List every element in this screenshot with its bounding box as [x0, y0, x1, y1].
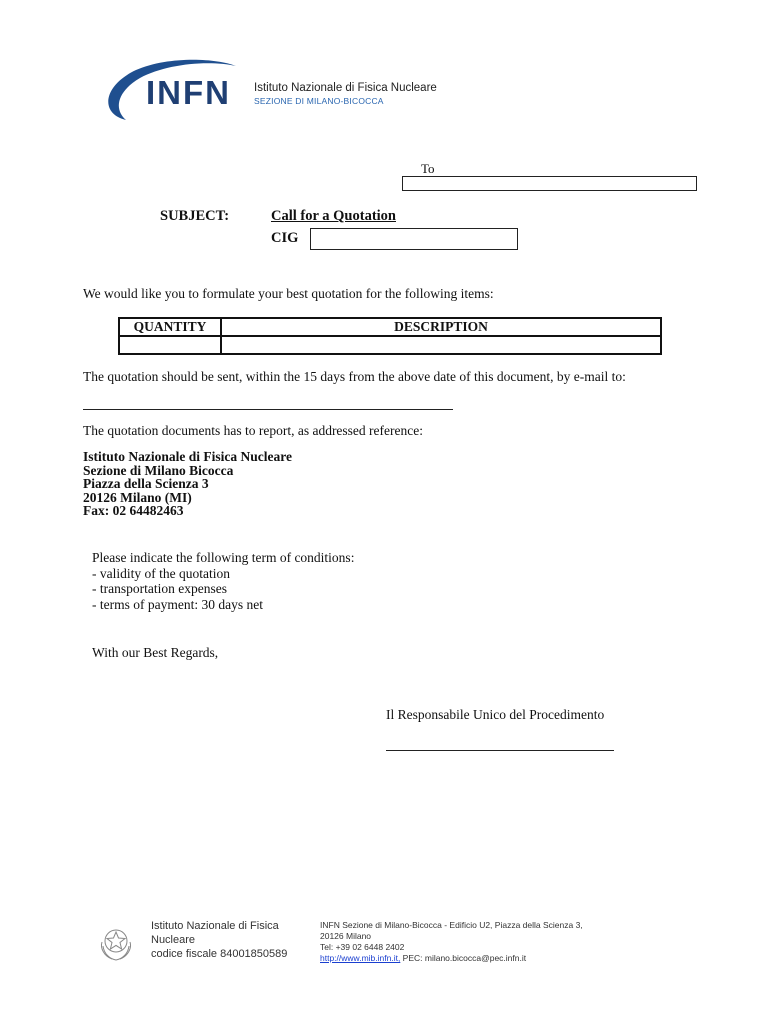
items-table — [118, 317, 662, 355]
address-line: Fax: 02 64482463 — [83, 503, 184, 518]
cig-label: CIG — [271, 230, 299, 246]
footer-left-line: Istituto Nazionale di Fisica — [151, 920, 279, 932]
footer-web-line — [320, 953, 583, 964]
footer-address-line: 20126 Milano — [320, 931, 372, 941]
description-cell[interactable] — [221, 336, 661, 354]
reference-address — [83, 450, 292, 518]
address-line: 20126 Milano (MI) — [83, 489, 192, 505]
institute-section: SEZIONE DI MILANO-BICOCCA — [254, 96, 384, 106]
website-link[interactable]: http://www.mib.infn.it, — [320, 953, 401, 963]
sent-instruction: The quotation should be sent, within the 15 days from the above date of this document, by e-mail to: — [83, 369, 626, 384]
closing-regards: With our Best Regards, — [92, 645, 219, 660]
footer-phone: Tel: +39 02 6448 2402 — [320, 942, 405, 952]
intro-text: We would like you to formulate your best quotation for the following items: — [83, 286, 494, 301]
email-blank-line — [83, 409, 453, 410]
footer-left-line: Nucleare — [151, 934, 196, 946]
subject-text: Call for a Quotation — [271, 208, 396, 224]
condition-item: - transportation expenses — [92, 581, 227, 596]
footer-contacts — [320, 920, 583, 964]
signature-line — [386, 750, 614, 751]
quantity-header: QUANTITY — [119, 318, 221, 336]
address-line: Piazza della Scienza 3 — [83, 476, 209, 491]
italian-republic-emblem-icon — [98, 924, 134, 962]
pec-address: PEC: milano.bicocca@pec.infn.it — [400, 953, 527, 963]
logo-text: INFN — [146, 74, 231, 111]
reference-instruction: The quotation documents has to report, as addressed reference: — [83, 423, 423, 438]
to-label: To — [421, 161, 435, 176]
subject-label: SUBJECT: — [160, 208, 230, 224]
table-row — [119, 336, 661, 354]
address-line: Sezione di Milano Bicocca — [83, 462, 234, 478]
condition-item: - terms of payment: 30 days net — [92, 596, 263, 612]
description-header: DESCRIPTION — [221, 318, 661, 336]
condition-item: - validity of the quotation — [92, 565, 230, 581]
footer-fiscal-code: codice fiscale 84001850589 — [151, 948, 288, 960]
conditions-intro: Please indicate the following term of conditions: — [92, 550, 355, 565]
quantity-cell[interactable] — [119, 336, 221, 354]
footer-address-line: INFN Sezione di Milano-Bicocca - Edificio U2, Piazza della Scienza 3, — [320, 920, 583, 930]
table-header-row — [119, 318, 661, 336]
infn-logo — [96, 56, 244, 124]
address-line: Istituto Nazionale di Fisica Nucleare — [83, 449, 292, 464]
signatory-title: Il Responsabile Unico del Procedimento — [386, 707, 605, 722]
footer-institute — [151, 919, 287, 961]
institute-name: Istituto Nazionale di Fisica Nucleare — [254, 82, 437, 94]
conditions-block — [92, 550, 354, 612]
to-field[interactable] — [402, 176, 697, 191]
cig-field[interactable] — [310, 228, 518, 250]
